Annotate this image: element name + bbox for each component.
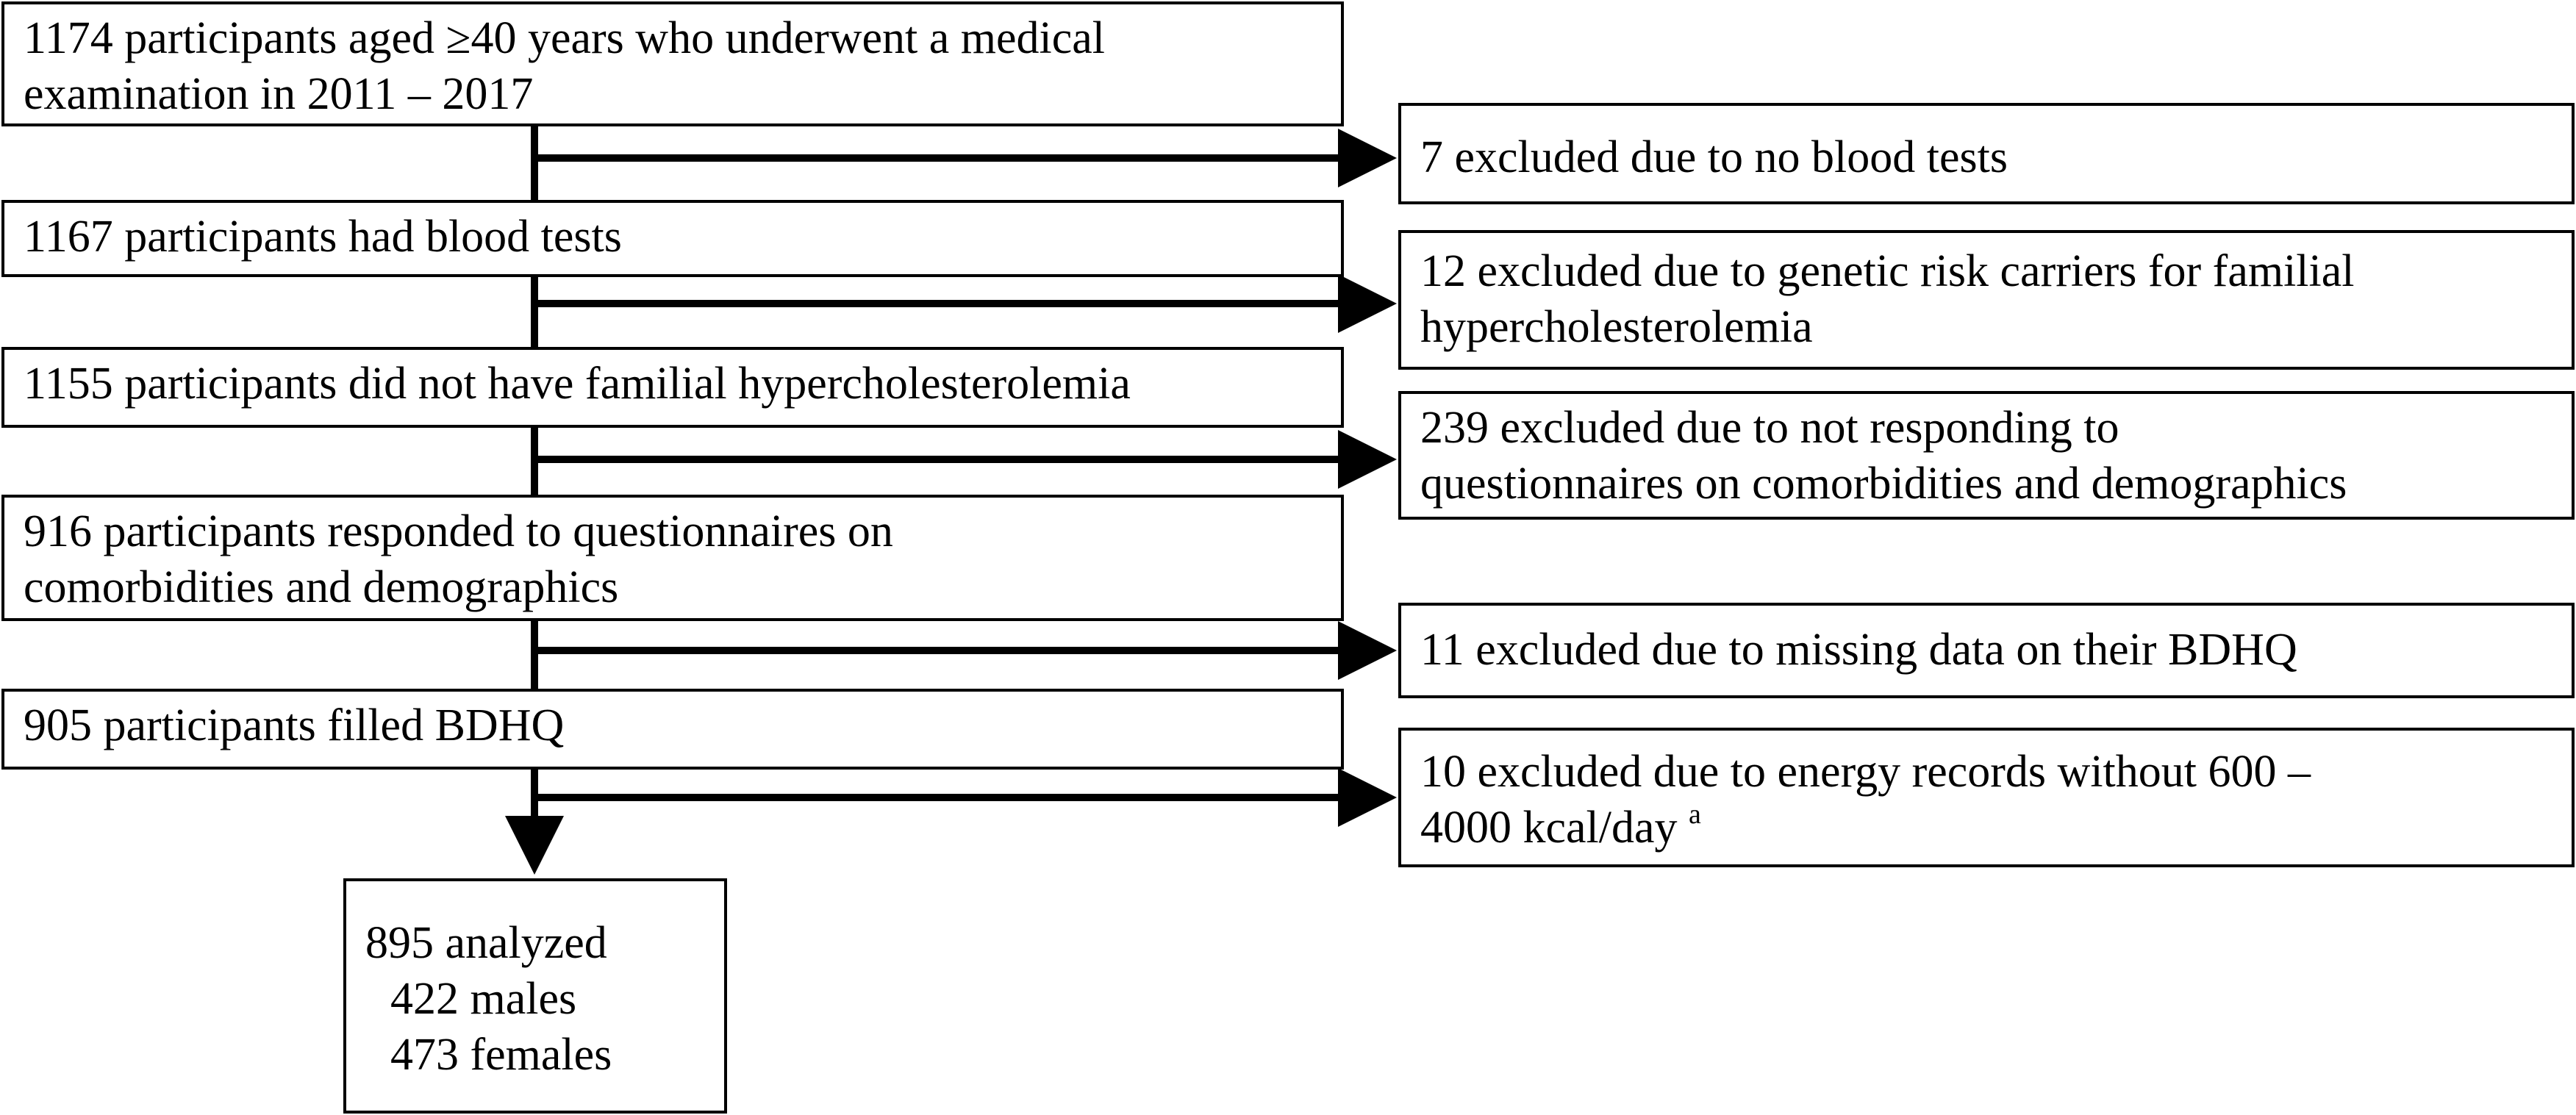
step-4-line-2: comorbidities and demographics — [24, 562, 619, 612]
exclusion-2-line-1: 12 excluded due to genetic risk carriers for familial — [1420, 246, 2355, 296]
footnote-marker: a — [1689, 799, 1701, 830]
exclusion-3-line-2: questionnaires on comorbidities and demographics — [1420, 459, 2347, 509]
step-2-line-1: 1167 participants had blood tests — [24, 212, 622, 262]
step-box-1 — [1, 1, 1344, 126]
exclusion-5-line-2 — [1420, 800, 2572, 856]
exclusion-box-1 — [1398, 103, 2575, 204]
step-box-5 — [1, 689, 1344, 770]
final-total: 895 analyzed — [365, 918, 607, 968]
step-3-line-1: 1155 participants did not have familial hypercholesterolemia — [24, 359, 1131, 409]
exclusion-1-line-1: 7 excluded due to no blood tests — [1420, 132, 2008, 182]
final-analyzed-box — [343, 878, 727, 1114]
exclusion-5-line-2-text: 4000 kcal/day — [1420, 803, 1678, 853]
exclusion-2-line-2: hypercholesterolemia — [1420, 302, 1813, 352]
final-males: 422 males — [390, 974, 577, 1024]
exclusion-3-line-1: 239 excluded due to not responding to — [1420, 403, 2119, 453]
step-box-4 — [1, 495, 1344, 621]
step-1-line-1: 1174 participants aged ≥40 years who underwent a medical — [24, 13, 1106, 63]
exclusion-box-4 — [1398, 603, 2575, 698]
exclusion-box-5 — [1398, 728, 2575, 867]
exclusion-4-line-1: 11 excluded due to missing data on their BDHQ — [1420, 625, 2297, 675]
step-4-line-1: 916 participants responded to questionnaires on — [24, 506, 893, 556]
exclusion-box-3 — [1398, 391, 2575, 520]
step-box-3 — [1, 347, 1344, 428]
step-5-line-1: 905 participants filled BDHQ — [24, 700, 565, 750]
exclusion-box-2 — [1398, 230, 2575, 370]
final-females: 473 females — [390, 1030, 612, 1080]
exclusion-5-line-1: 10 excluded due to energy records without 600 – — [1420, 747, 2311, 797]
step-box-2 — [1, 200, 1344, 277]
step-1-line-2: examination in 2011 – 2017 — [24, 69, 534, 119]
